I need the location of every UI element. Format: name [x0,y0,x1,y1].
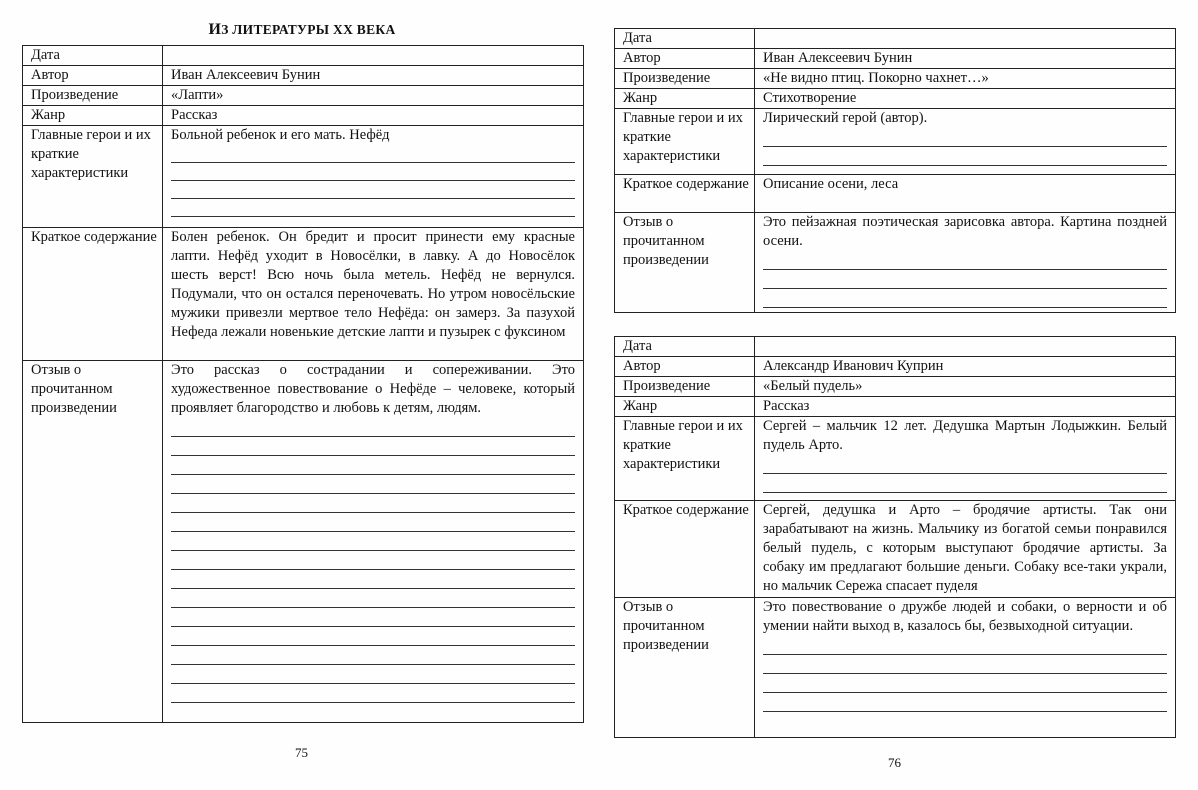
row-work [615,69,1176,89]
blank-line [763,455,1167,474]
date-value[interactable] [755,337,1176,357]
date-label: Дата [23,46,163,66]
summary-label: Краткое содержание [615,501,755,598]
review-value: Это повествование о дружбе людей и собаки, о верности и об умении найти выход в, казалось бы, безвыходной ситуации. [763,599,1167,634]
row-heroes [615,109,1176,175]
blank-line [171,199,575,217]
blank-line [171,608,575,627]
row-author [23,66,584,86]
heroes-label: Главные герои и их краткие характеристики [615,417,755,501]
author-label: Автор [615,49,755,69]
row-date [615,337,1176,357]
genre-label: Жанр [23,106,163,126]
row-author [615,49,1176,69]
genre-label: Жанр [615,89,755,109]
review-value: Это рассказ о сострадании и сопереживании. Это художественное повествование о Нефёде – человеке, который проявляет благородство и любовь к детям, людям. [171,362,575,416]
row-work [23,86,584,106]
blank-line [763,251,1167,270]
row-heroes [23,126,584,228]
blank-line [763,636,1167,655]
work-value: «Не видно птиц. Покорно чахнет…» [755,69,1176,89]
heroes-value: Лирический герой (автор). [763,110,928,126]
row-genre [615,397,1176,417]
row-summary [615,175,1176,213]
writing-lines[interactable] [763,455,1167,493]
blank-line [763,270,1167,289]
writing-lines[interactable] [763,636,1167,712]
heroes-value: Больной ребенок и его мать. Нефёд [171,127,390,143]
summary-value: Сергей, дедушка и Арто – бродячие артисты. Так они зарабатывают на жизнь. Мальчику из богатой семьи понравился белый пудель, с которым выступают бродячие артисты. За собаку им предлагают большие деньги. Собаку все-таки украли, но мальчик Сережа спасает пуделя [755,501,1176,598]
blank-line [763,674,1167,693]
blank-line [763,693,1167,712]
review-label: Отзыв о прочитанном произведении [23,361,163,723]
row-review [23,361,584,723]
blank-line [171,513,575,532]
row-summary [615,501,1176,598]
author-label: Автор [23,66,163,86]
genre-value: Стихотворение [755,89,1176,109]
row-work [615,377,1176,397]
row-author [615,357,1176,377]
summary-label: Краткое содержание [23,228,163,361]
row-review [615,598,1176,738]
work-value: «Лапти» [163,86,584,106]
blank-line [763,289,1167,308]
work-label: Произведение [23,86,163,106]
blank-line [763,147,1167,166]
date-value[interactable] [755,29,1176,49]
page-title [22,21,582,39]
row-date [23,46,584,66]
blank-line [763,128,1167,147]
blank-line [171,437,575,456]
blank-line [171,646,575,665]
heroes-cell[interactable] [755,417,1176,501]
row-review [615,213,1176,313]
blank-line [171,684,575,703]
reading-diary-table-bunin-poem [614,28,1176,313]
blank-line [171,494,575,513]
reading-diary-table-kuprin [614,336,1176,738]
blank-line [171,475,575,494]
date-label: Дата [615,29,755,49]
blank-line [763,655,1167,674]
genre-value: Рассказ [163,106,584,126]
heroes-cell[interactable] [755,109,1176,175]
page-number-75: 75 [295,745,308,760]
writing-lines[interactable] [171,418,575,703]
blank-line [171,589,575,608]
reading-diary-table-bunin-lapti [22,45,584,723]
work-value: «Белый пудель» [755,377,1176,397]
review-label: Отзыв о прочитанном произведении [615,213,755,313]
review-value: Это пейзажная поэтическая зарисовка автора. Картина поздней осени. [763,214,1167,249]
writing-lines[interactable] [763,251,1167,308]
blank-line [763,474,1167,493]
writing-lines[interactable] [763,128,1167,166]
date-label: Дата [615,337,755,357]
heroes-label: Главные герои и их краткие характеристики [615,109,755,175]
heroes-value: Сергей – мальчик 12 лет. Дедушка Мартын Лодыжкин. Белый пудель Арто. [763,418,1167,453]
date-value[interactable] [163,46,584,66]
blank-line [171,570,575,589]
blank-line [171,551,575,570]
review-label: Отзыв о прочитанном произведении [615,598,755,738]
blank-line [171,532,575,551]
blank-line [171,418,575,437]
row-heroes [615,417,1176,501]
review-cell[interactable] [755,598,1176,738]
work-label: Произведение [615,377,755,397]
summary-value: Описание осени, леса [755,175,1176,213]
author-label: Автор [615,357,755,377]
summary-value: Болен ребенок. Он бредит и просит принести ему красные лапти. Нефёд уходит в Новосёлки, в лавку. А до Новосёлок шесть верст! Всю ночь была метель. Нефёд не вернулся. Подумали, что он остался переночевать. Но утром новосёльские мужики привезли мертвое тело Нефёда: он замерз. За пазухой Нефеда лежали новенькие детские лапти и пузырек с фуксином [163,228,584,361]
summary-label: Краткое содержание [615,175,755,213]
heroes-label: Главные герои и их краткие характеристики [23,126,163,228]
row-genre [23,106,584,126]
blank-line [171,665,575,684]
blank-line [171,181,575,199]
heroes-cell[interactable] [163,126,584,228]
blank-line [171,627,575,646]
blank-line [171,145,575,163]
genre-label: Жанр [615,397,755,417]
review-cell[interactable] [755,213,1176,313]
blank-line [171,456,575,475]
author-value: Иван Алексеевич Бунин [755,49,1176,69]
page-number-76: 76 [888,755,901,770]
page-title-rest: З ЛИТЕРАТУРЫ XX ВЕКА [221,22,396,37]
blank-line [171,163,575,181]
page-title-initial: И [208,21,222,38]
author-value: Александр Иванович Куприн [755,357,1176,377]
row-summary [23,228,584,361]
review-cell[interactable] [163,361,584,723]
author-value: Иван Алексеевич Бунин [163,66,584,86]
row-date [615,29,1176,49]
writing-lines[interactable] [171,145,575,217]
genre-value: Рассказ [755,397,1176,417]
row-genre [615,89,1176,109]
work-label: Произведение [615,69,755,89]
